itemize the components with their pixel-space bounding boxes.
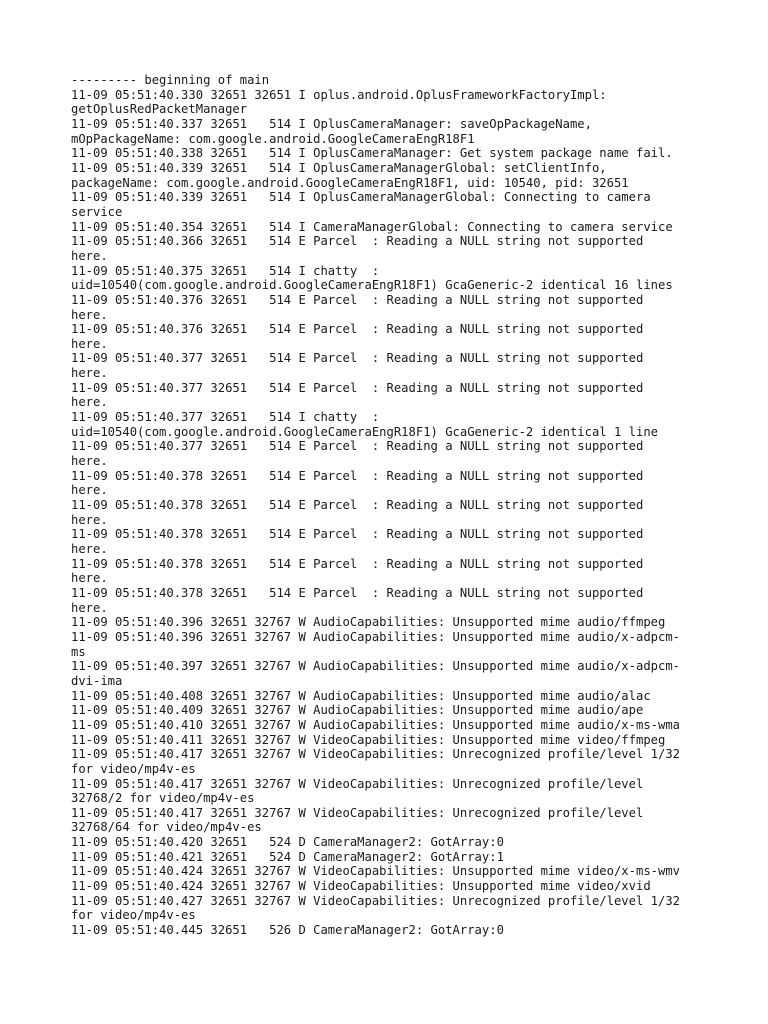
log-line: 32768/2 for video/mp4v-es <box>71 791 255 806</box>
log-line: 11-09 05:51:40.330 32651 32651 I oplus.android.OplusFrameworkFactoryImpl: <box>71 87 607 102</box>
log-line: ms <box>71 644 86 659</box>
log-line: 11-09 05:51:40.408 32651 32767 W AudioCapabilities: Unsupported mime audio/alac <box>71 688 651 703</box>
log-line: 11-09 05:51:40.417 32651 32767 W VideoCapabilities: Unrecognized profile/level <box>71 776 644 791</box>
log-line: 11-09 05:51:40.376 32651 514 E Parcel : Reading a NULL string not supported <box>71 292 644 307</box>
log-line: 11-09 05:51:40.339 32651 514 I OplusCameraManagerGlobal: Connecting to camera <box>71 190 651 205</box>
log-line: packageName: com.google.android.GoogleCameraEngR18F1, uid: 10540, pid: 32651 <box>71 175 629 190</box>
log-line: 11-09 05:51:40.396 32651 32767 W AudioCapabilities: Unsupported mime audio/ffmpeg <box>71 615 666 630</box>
log-line: here. <box>71 336 108 351</box>
log-line: 11-09 05:51:40.417 32651 32767 W VideoCapabilities: Unrecognized profile/level 1/32 <box>71 747 681 762</box>
log-line: here. <box>71 307 108 322</box>
log-line: 32768/64 for video/mp4v-es <box>71 820 262 835</box>
log-line: 11-09 05:51:40.417 32651 32767 W VideoCapabilities: Unrecognized profile/level <box>71 805 644 820</box>
log-line: here. <box>71 571 108 586</box>
log-line: 11-09 05:51:40.377 32651 514 E Parcel : Reading a NULL string not supported <box>71 439 644 454</box>
log-line: 11-09 05:51:40.445 32651 526 D CameraManager2: GotArray:0 <box>71 923 504 938</box>
log-line: 11-09 05:51:40.424 32651 32767 W VideoCapabilities: Unsupported mime video/x-ms-wmv <box>71 864 681 879</box>
log-line: 11-09 05:51:40.378 32651 514 E Parcel : Reading a NULL string not supported <box>71 468 644 483</box>
log-line: 11-09 05:51:40.420 32651 524 D CameraManager2: GotArray:0 <box>71 835 504 850</box>
log-line: 11-09 05:51:40.427 32651 32767 W VideoCapabilities: Unrecognized profile/level 1/32 <box>71 893 681 908</box>
log-line: 11-09 05:51:40.409 32651 32767 W AudioCapabilities: Unsupported mime audio/ape <box>71 703 644 718</box>
log-line: 11-09 05:51:40.338 32651 514 I OplusCameraManager: Get system package name fail. <box>71 146 673 161</box>
log-line: 11-09 05:51:40.378 32651 514 E Parcel : Reading a NULL string not supported <box>71 527 644 542</box>
log-line: 11-09 05:51:40.378 32651 514 E Parcel : Reading a NULL string not supported <box>71 556 644 571</box>
log-line: getOplusRedPacketManager <box>71 102 248 117</box>
log-line: service <box>71 204 123 219</box>
log-line: uid=10540(com.google.android.GoogleCameraEngR18F1) GcaGeneric-2 identical 16 lines <box>71 278 673 293</box>
log-line: 11-09 05:51:40.411 32651 32767 W VideoCapabilities: Unsupported mime video/ffmpeg <box>71 732 666 747</box>
log-page <box>71 73 711 938</box>
log-line: 11-09 05:51:40.375 32651 514 I chatty : <box>71 263 380 278</box>
log-line: 11-09 05:51:40.377 32651 514 E Parcel : Reading a NULL string not supported <box>71 351 644 366</box>
log-line: --------- beginning of main <box>71 73 270 87</box>
log-line: 11-09 05:51:40.354 32651 514 I CameraManagerGlobal: Connecting to camera service <box>71 219 673 234</box>
log-line: here. <box>71 248 108 263</box>
log-line: 11-09 05:51:40.378 32651 514 E Parcel : Reading a NULL string not supported <box>71 585 644 600</box>
log-line: 11-09 05:51:40.378 32651 514 E Parcel : Reading a NULL string not supported <box>71 498 644 513</box>
log-line: 11-09 05:51:40.377 32651 514 E Parcel : Reading a NULL string not supported <box>71 380 644 395</box>
log-line: here. <box>71 454 108 469</box>
log-line: for video/mp4v-es <box>71 761 196 776</box>
log-line: 11-09 05:51:40.377 32651 514 I chatty : <box>71 410 380 425</box>
log-line: here. <box>71 483 108 498</box>
log-line: 11-09 05:51:40.410 32651 32767 W AudioCapabilities: Unsupported mime audio/x-ms-wma <box>71 717 681 732</box>
logcat-output <box>71 73 711 938</box>
log-line: here. <box>71 512 108 527</box>
log-line: here. <box>71 366 108 381</box>
log-line: dvi-ima <box>71 673 123 688</box>
log-line: 11-09 05:51:40.366 32651 514 E Parcel : Reading a NULL string not supported <box>71 234 644 249</box>
log-line: for video/mp4v-es <box>71 908 196 923</box>
log-line: 11-09 05:51:40.339 32651 514 I OplusCameraManagerGlobal: setClientInfo, <box>71 160 607 175</box>
log-line: 11-09 05:51:40.421 32651 524 D CameraManager2: GotArray:1 <box>71 849 504 864</box>
log-line: uid=10540(com.google.android.GoogleCameraEngR18F1) GcaGeneric-2 identical 1 line <box>71 424 658 439</box>
log-line: 11-09 05:51:40.337 32651 514 I OplusCameraManager: saveOpPackageName, <box>71 116 592 131</box>
log-line: here. <box>71 542 108 556</box>
log-line: here. <box>71 600 108 615</box>
log-line: 11-09 05:51:40.424 32651 32767 W VideoCapabilities: Unsupported mime video/xvid <box>71 879 651 894</box>
log-line: 11-09 05:51:40.396 32651 32767 W AudioCapabilities: Unsupported mime audio/x-adpcm- <box>71 629 681 644</box>
log-line: mOpPackageName: com.google.android.GoogleCameraEngR18F1 <box>71 131 475 146</box>
log-line: here. <box>71 395 108 410</box>
log-line: 11-09 05:51:40.397 32651 32767 W AudioCapabilities: Unsupported mime audio/x-adpcm- <box>71 659 681 674</box>
log-line: 11-09 05:51:40.376 32651 514 E Parcel : Reading a NULL string not supported <box>71 322 644 337</box>
